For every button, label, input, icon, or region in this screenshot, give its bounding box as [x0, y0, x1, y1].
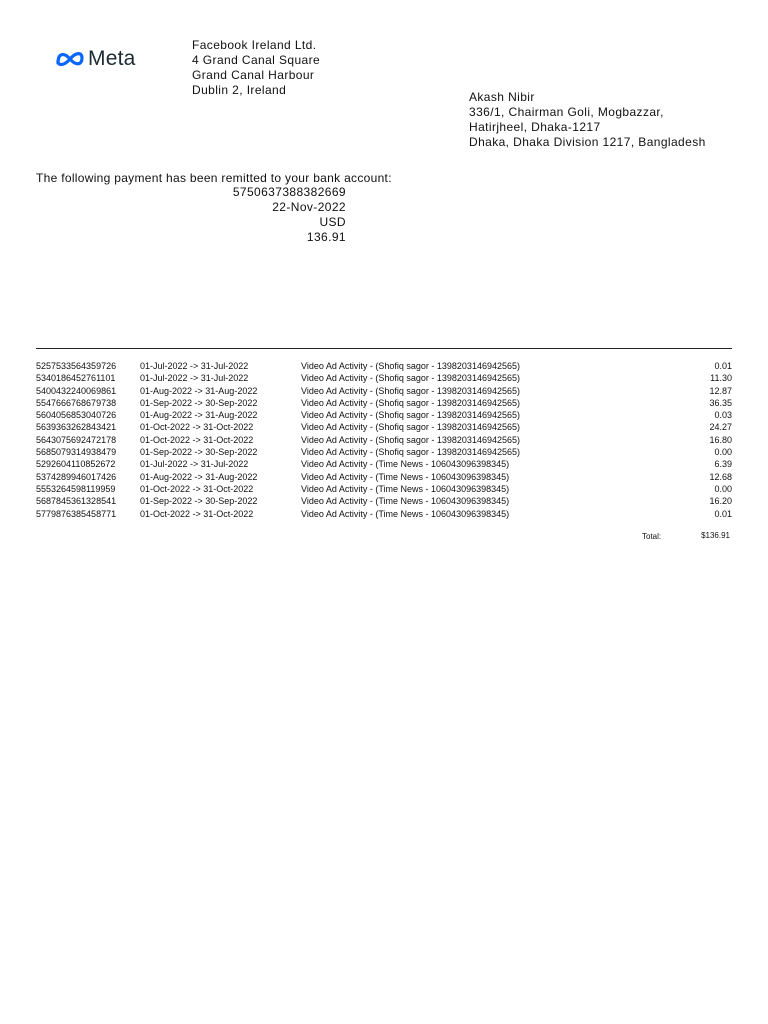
item-amount: 0.03 [714, 410, 732, 421]
item-id: 5779876385458771 [36, 508, 117, 519]
meta-wordmark: Meta [88, 47, 136, 70]
item-amount: 24.27 [709, 422, 732, 433]
item-id: 5400432240069861 [36, 385, 117, 396]
item-id: 5643075692472178 [36, 434, 117, 445]
item-amount: 12.68 [709, 471, 732, 482]
recipient-line: Akash Nibir [469, 90, 535, 104]
remittance-amount: 136.91 [306, 230, 346, 244]
item-id: 5547666768679738 [36, 397, 117, 408]
item-period: 01-Aug-2022 -> 31-Aug-2022 [140, 471, 258, 482]
item-description: Video Ad Activity - (Time News - 106043096398345) [301, 459, 510, 470]
meta-infinity-icon [55, 47, 85, 71]
table-row [36, 385, 732, 397]
item-amount: 0.00 [714, 483, 732, 494]
table-row [36, 409, 732, 421]
item-id: 5687845361328541 [36, 496, 117, 507]
item-period: 01-Oct-2022 -> 31-Oct-2022 [140, 508, 254, 519]
line-items-body [36, 360, 732, 520]
item-period: 01-Jul-2022 -> 31-Jul-2022 [140, 361, 249, 371]
recipient-line: Hatirjheel, Dhaka-1217 [469, 120, 601, 134]
item-amount: 16.80 [709, 434, 732, 445]
sender-line: Grand Canal Harbour [192, 68, 315, 82]
item-description: Video Ad Activity - (Shofiq sagor - 1398203146942565) [301, 397, 520, 408]
item-amount: 12.87 [709, 385, 732, 396]
sender-address [192, 38, 320, 98]
item-id: 5292604110852672 [36, 459, 116, 470]
remittance-currency: USD [319, 215, 346, 229]
total-label: Total: [642, 532, 662, 541]
item-amount: 11.30 [710, 373, 732, 384]
item-description: Video Ad Activity - (Shofiq sagor - 1398203146942565) [301, 361, 520, 371]
recipient-line: 336/1, Chairman Goli, Mogbazzar, [469, 105, 664, 119]
item-id: 5553264598119959 [36, 483, 116, 494]
item-description: Video Ad Activity - (Time News - 106043096398345) [301, 483, 510, 494]
item-id: 5639363262843421 [36, 422, 117, 433]
item-period: 01-Jul-2022 -> 31-Jul-2022 [140, 373, 249, 384]
divider [36, 348, 732, 349]
item-description: Video Ad Activity - (Time News - 106043096398345) [301, 508, 510, 519]
total-value: $136.91 [701, 531, 730, 540]
item-amount: 0.01 [714, 508, 732, 519]
item-description: Video Ad Activity - (Shofiq sagor - 1398203146942565) [301, 373, 520, 384]
item-description: Video Ad Activity - (Shofiq sagor - 1398203146942565) [301, 385, 520, 396]
item-description: Video Ad Activity - (Shofiq sagor - 1398203146942565) [301, 447, 520, 458]
item-period: 01-Aug-2022 -> 31-Aug-2022 [140, 410, 258, 421]
sender-line: Facebook Ireland Ltd. [192, 38, 317, 52]
meta-logo [55, 47, 136, 71]
line-items-table [36, 360, 732, 520]
item-amount: 36.35 [709, 397, 732, 408]
item-period: 01-Sep-2022 -> 30-Sep-2022 [140, 447, 258, 458]
item-amount: 16.20 [709, 496, 732, 507]
table-row [36, 483, 732, 495]
item-description: Video Ad Activity - (Time News - 106043096398345) [301, 496, 510, 507]
recipient-address [469, 90, 706, 150]
item-amount: 0.00 [714, 447, 732, 458]
remittance-details [233, 185, 346, 245]
item-period: 01-Sep-2022 -> 30-Sep-2022 [140, 397, 258, 408]
table-row [36, 372, 732, 384]
item-amount: 6.39 [714, 459, 732, 470]
remittance-date: 22-Nov-2022 [272, 200, 346, 214]
item-amount: 0.01 [714, 361, 732, 371]
item-description: Video Ad Activity - (Shofiq sagor - 1398203146942565) [301, 422, 520, 433]
table-row [36, 360, 732, 372]
item-period: 01-Oct-2022 -> 31-Oct-2022 [140, 434, 254, 445]
sender-line: Dublin 2, Ireland [192, 83, 287, 97]
table-row [36, 421, 732, 433]
table-row [36, 495, 732, 507]
recipient-line: Dhaka, Dhaka Division 1217, Bangladesh [469, 135, 706, 149]
table-row [36, 471, 732, 483]
item-period: 01-Oct-2022 -> 31-Oct-2022 [140, 483, 254, 494]
item-id: 5340186452761101 [36, 373, 116, 384]
remittance-statement: The following payment has been remitted to your bank account: [36, 171, 392, 185]
item-description: Video Ad Activity - (Shofiq sagor - 1398203146942565) [301, 434, 520, 445]
table-row [36, 458, 732, 470]
item-period: 01-Aug-2022 -> 31-Aug-2022 [140, 385, 258, 396]
item-id: 5374289946017426 [36, 471, 117, 482]
sender-line: 4 Grand Canal Square [192, 53, 321, 67]
item-period: 01-Oct-2022 -> 31-Oct-2022 [140, 422, 254, 433]
item-id: 5257533564359726 [36, 361, 117, 371]
item-id: 5604056853040726 [36, 410, 117, 421]
remittance-reference: 5750637388382669 [232, 185, 346, 199]
table-row [36, 397, 732, 409]
item-id: 5685079314938479 [36, 447, 117, 458]
table-row [36, 508, 732, 520]
item-period: 01-Jul-2022 -> 31-Jul-2022 [140, 459, 249, 470]
table-row [36, 434, 732, 446]
item-description: Video Ad Activity - (Shofiq sagor - 1398203146942565) [301, 410, 520, 421]
item-period: 01-Sep-2022 -> 30-Sep-2022 [140, 496, 258, 507]
item-description: Video Ad Activity - (Time News - 106043096398345) [301, 471, 510, 482]
table-row [36, 446, 732, 458]
